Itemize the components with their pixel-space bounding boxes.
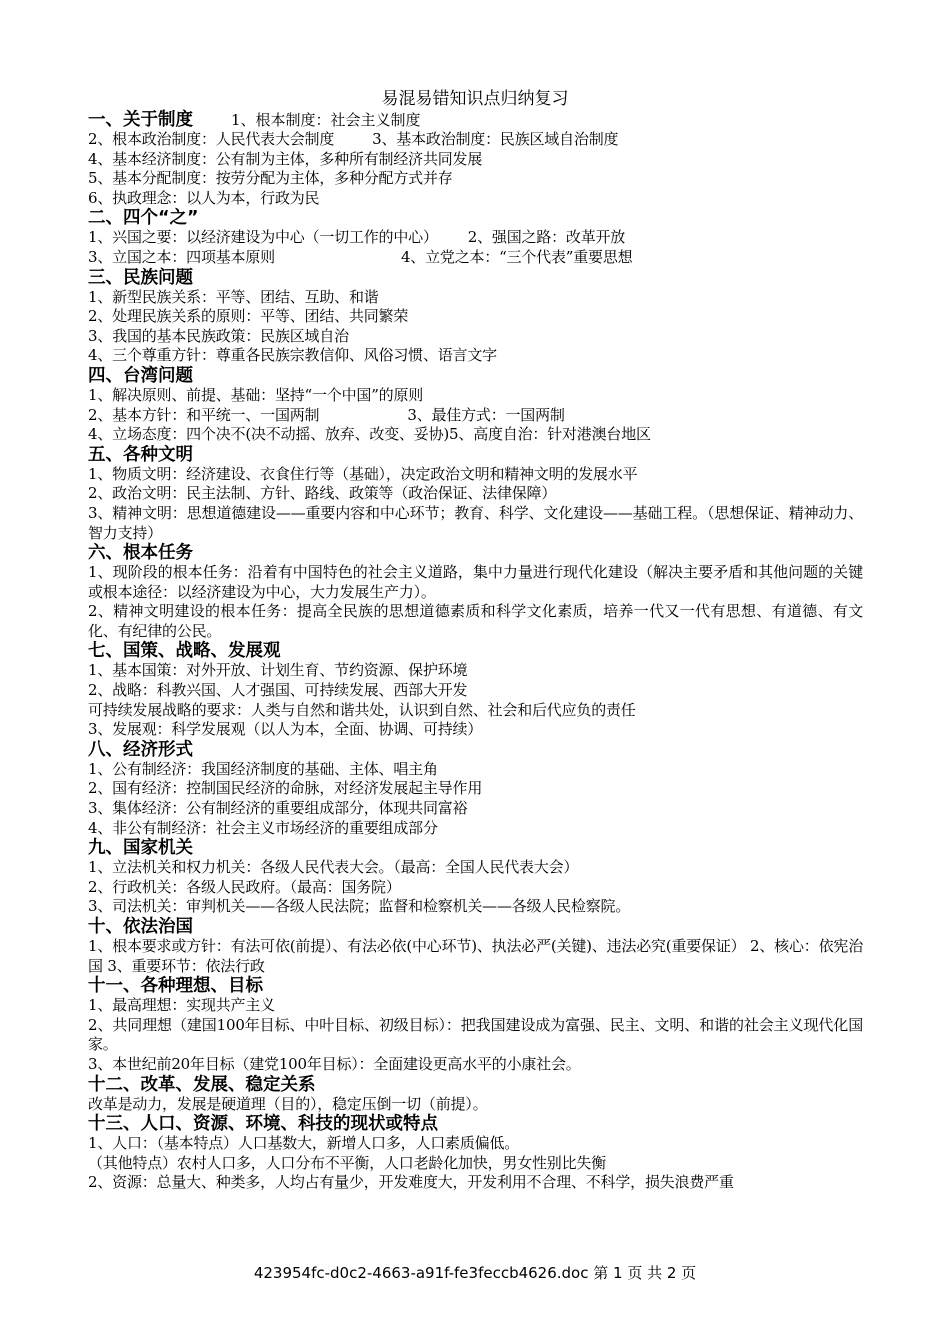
page-footer: 423954fc-d0c2-4663-a91f-fe3feccb4626.doc 第 1 页 共 2 页	[253, 1264, 697, 1282]
text-line: 6、执政理念：以人为本，行政为民	[88, 188, 320, 207]
text-paragraph: 2、精神文明建设的根本任务：提高全民族的思想道德素质和科学文化素质，培养一代又一代有思想、有道德、有文化、有纪律的公民。	[88, 602, 863, 640]
text-line: 3、本世纪前20年目标（建党100年目标）：全面建设更高水平的小康社会。	[88, 1054, 581, 1073]
section-heading: 十二、改革、发展、稳定关系	[88, 1074, 316, 1095]
text-line: 1、人口：（基本特点）人口基数大，新增人口多，人口素质偏低。	[88, 1134, 520, 1153]
text-line: 4、基本经济制度：公有制为主体，多种所有制经济共同发展	[88, 149, 483, 168]
section-heading: 六、根本任务	[88, 543, 193, 564]
text-line: 1、新型民族关系：平等、团结、互助、和谐	[88, 287, 379, 306]
text-line: 2、基本方针：和平统一、一国两制 3、最佳方式：一国两制	[88, 405, 565, 424]
text-line: 1、立法机关和权力机关：各级人民代表大会。（最高：全国人民代表大会）	[88, 858, 579, 877]
text-line: 1、基本国策：对外开放、计划生育、节约资源、保护环境	[88, 661, 468, 680]
text-paragraph: 3、精神文明：思想道德建设——重要内容和中心环节；教育、科学、文化建设——基础工程。（思想保证、精神动力、智力支持）	[88, 503, 863, 542]
text-line: 1、解决原则、前提、基础：坚持“一个中国”的原则	[88, 385, 424, 404]
text-line: （其他特点）农村人口多，人口分布不平衡，人口老龄化加快，男女性别比失衡	[88, 1153, 607, 1172]
section-heading: 七、国策、战略、发展观	[88, 641, 281, 662]
text-paragraph: 1、根本要求或方针：有法可依(前提）、有法必依(中心环节)、执法必严(关键)、违法必究(重要保证） 2、核心：依宪治国 3、重要环节：依法行政	[88, 937, 863, 975]
section-heading: 八、经济形式	[88, 739, 193, 760]
text-line: 改革是动力，发展是硬道理（目的），稳定压倒一切（前提）。	[88, 1094, 488, 1113]
text-line: 可持续发展战略的要求：人类与自然和谐共处，认识到自然、社会和后代应负的责任	[88, 700, 636, 719]
text-line: 5、基本分配制度：按劳分配为主体，多种分配方式并存	[88, 169, 453, 188]
section-heading: 三、民族问题	[88, 267, 193, 288]
document-title: 易混易错知识点归纳复习	[381, 89, 569, 109]
text-line: 2、处理民族关系的原则：平等、团结、共同繁荣	[88, 307, 409, 326]
section-heading: 一、关于制度 1、根本制度：社会主义制度	[88, 110, 421, 130]
section-heading: 五、各种文明	[88, 444, 193, 465]
text-line: 4、非公有制经济：社会主义市场经济的重要组成部分	[88, 818, 438, 837]
text-line: 2、战略：科教兴国、人才强国、可持续发展、西部大开发	[88, 681, 468, 700]
text-line: 3、立国之本：四项基本原则 4、立党之本：“三个代表”重要思想	[88, 247, 633, 266]
text-line: 2、行政机关：各级人民政府。（最高：国务院）	[88, 877, 401, 896]
section-heading: 九、国家机关	[88, 838, 193, 859]
section-heading: 十一、各种理想、目标	[88, 976, 263, 997]
text-line: 2、国有经济：控制国民经济的命脉，对经济发展起主导作用	[88, 779, 483, 798]
text-paragraph: 2、资源：总量大、种类多，人均占有量少，开发难度大，开发利用不合理、不科学，损失浪费严重	[88, 1173, 734, 1192]
text-line: 1、物质文明：经济建设、衣食住行等（基础），决定政治文明和精神文明的发展水平	[88, 464, 638, 483]
document-body	[88, 110, 863, 1193]
section-heading-tail: 1、根本制度：社会主义制度	[231, 111, 421, 129]
text-line: 1、公有制经济：我国经济制度的基础、主体、唱主角	[88, 759, 438, 778]
text-line: 4、三个尊重方针：尊重各民族宗教信仰、风俗习惯、语言文字	[88, 346, 497, 365]
text-line: 1、兴国之要：以经济建设为中心（一切工作的中心） 2、强国之路：改革开放	[88, 228, 626, 247]
section-heading: 十、依法治国	[88, 917, 193, 937]
text-line: 4、立场态度：四个决不(决不动摇、放弃、改变、妥协)5、高度自治：针对港澳台地区	[88, 425, 651, 444]
text-line: 2、政治文明：民主法制、方针、路线、政策等（政治保证、法律保障）	[88, 484, 557, 503]
text-line: 1、最高理想：实现共产主义	[88, 996, 275, 1015]
text-line: 3、我国的基本民族政策：民族区域自治	[88, 326, 349, 345]
text-line: 2、根本政治制度：人民代表大会制度 3、基本政治制度：民族区域自治制度	[88, 130, 619, 148]
section-heading: 四、台湾问题	[88, 365, 193, 386]
section-heading: 十三、人口、资源、环境、科技的现状或特点	[88, 1114, 438, 1135]
section-heading: 二、四个“之”	[88, 208, 199, 229]
text-line: 3、司法机关：审判机关——各级人民法院；监督和检察机关——各级人民检察院。	[88, 897, 631, 916]
text-paragraph: 1、现阶段的根本任务：沿着有中国特色的社会主义道路，集中力量进行现代化建设（解决主要矛盾和其他问题的关键或根本途径：以经济建设为中心，大力发展生产力）。	[88, 563, 863, 601]
text-line: 3、发展观：科学发展观（以人为本，全面、协调、可持续）	[88, 720, 483, 739]
text-paragraph: 2、共同理想（建国100年目标、中叶目标、初级目标）：把我国建设成为富强、民主、文明、和谐的社会主义现代化国家。	[88, 1015, 863, 1054]
text-line: 3、集体经济：公有制经济的重要组成部分，体现共同富裕	[88, 799, 468, 818]
